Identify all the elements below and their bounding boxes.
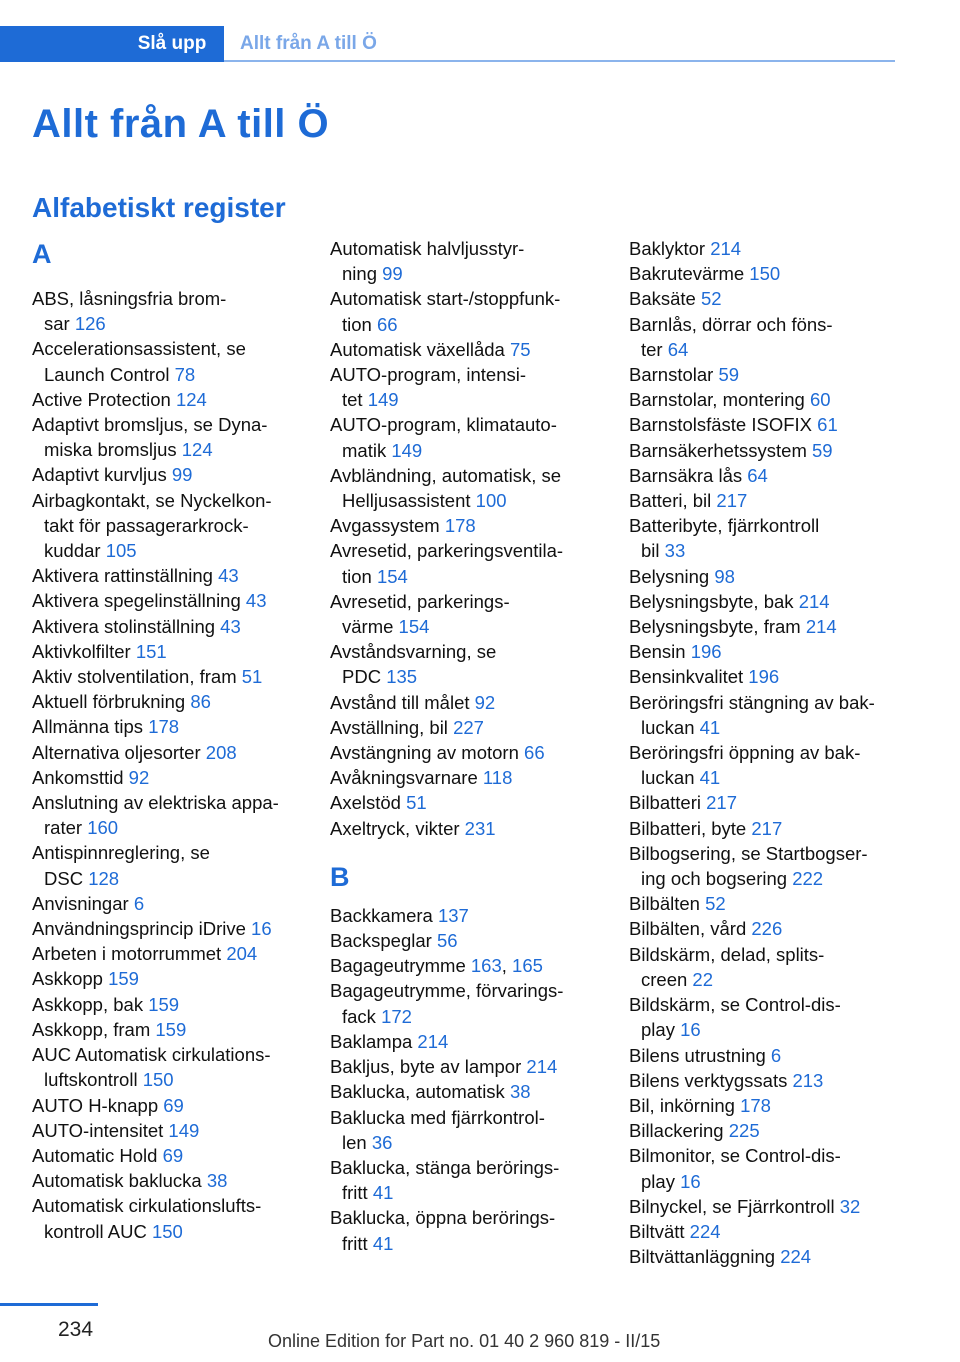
index-entry [330, 903, 600, 928]
page-reference-link[interactable]: 154 [376, 565, 408, 587]
index-entry-text: Belysning [629, 565, 710, 587]
index-entry [629, 362, 899, 387]
index-entry-text: Biltvätt [629, 1220, 685, 1242]
index-entry [629, 1194, 899, 1219]
page-reference-link[interactable]: 64 [667, 338, 689, 360]
index-entry [330, 1054, 600, 1079]
index-entry-text: Bakrutevärme [629, 263, 745, 285]
index-entry [629, 1068, 899, 1093]
index-entry [629, 488, 899, 513]
page-reference-link[interactable]: 105 [105, 540, 137, 562]
page-reference-link[interactable]: 149 [168, 1119, 200, 1141]
page-reference-link[interactable]: 64 [747, 464, 768, 486]
index-entry-text: Bakljus, byte av lampor [330, 1056, 522, 1078]
index-entry-text: Avställning, bil [330, 716, 448, 738]
page-reference-link[interactable]: 43 [220, 615, 241, 637]
index-entry [629, 639, 899, 664]
page-reference-link[interactable]: 159 [155, 1018, 187, 1040]
index-entry [629, 664, 899, 689]
index-entry [32, 840, 302, 890]
index-entry [32, 1143, 302, 1168]
page-reference-link[interactable]: 41 [372, 1182, 394, 1204]
page-reference-link[interactable]: 224 [780, 1246, 812, 1268]
index-entry [330, 362, 600, 412]
page-reference-link[interactable]: 92 [128, 766, 150, 788]
index-entry [32, 790, 302, 840]
page-reference-link[interactable]: 41 [699, 767, 721, 789]
page-reference-link[interactable]: 32 [839, 1195, 861, 1217]
index-entry-text: Bensin [629, 641, 686, 663]
index-entry [629, 236, 899, 261]
page-reference-link[interactable]: 99 [382, 263, 403, 285]
index-entry-text: AUTO-program, intensi‐ tet [330, 364, 527, 411]
page-reference-link[interactable]: 150 [142, 1069, 174, 1091]
page-reference-link[interactable]: 92 [474, 691, 496, 713]
index-entry [32, 387, 302, 412]
index-entry [629, 589, 899, 614]
index-entry-text: Avåkningsvarnare [330, 767, 478, 789]
index-entry-text: Bagageutrymme, förvarings‐ fack [330, 980, 564, 1027]
page-reference-link[interactable]: 222 [792, 868, 824, 890]
page-reference-link[interactable]: 178 [444, 515, 476, 537]
index-entry [32, 1193, 302, 1243]
index-entry [32, 765, 302, 790]
section-title: Alfabetiskt register [32, 192, 286, 223]
index-entry [629, 1219, 899, 1244]
index-entry [32, 1118, 302, 1143]
page-reference-link[interactable]: 86 [190, 691, 211, 713]
index-entry-text: Backkamera [330, 904, 433, 926]
index-entry [32, 336, 302, 386]
page-reference-link[interactable]: 149 [391, 439, 423, 461]
page-reference-link[interactable]: 98 [714, 565, 735, 587]
index-entry [330, 538, 600, 588]
index-entry [32, 588, 302, 613]
index-entry [629, 916, 899, 941]
index-entry-text: Avgassystem [330, 515, 440, 537]
page-reference-link[interactable]: 100 [475, 490, 507, 512]
index-entry [629, 412, 899, 437]
page-reference-link[interactable]: 227 [453, 716, 484, 738]
index-entry [32, 1017, 302, 1042]
page-reference-link[interactable]: 208 [205, 741, 237, 763]
index-entry [629, 1244, 899, 1269]
index-entry-text: Arbeten i motorrummet [32, 943, 222, 965]
index-entry-text: Beröringsfri öppning av bak‐ luckan [629, 742, 861, 789]
index-entry-text: Askkopp [32, 968, 103, 990]
tab-allt-fran-a-till-o[interactable]: Allt från A till Ö [240, 33, 377, 54]
page-reference-link[interactable]: 172 [381, 1005, 412, 1027]
index-entry [330, 337, 600, 362]
page-reference-link[interactable]: 154 [398, 616, 430, 638]
index-entry [32, 286, 302, 336]
index-entry-text: Automatisk växellåda [330, 338, 505, 360]
page-reference-link[interactable]: 99 [171, 464, 193, 486]
page-reference-link[interactable]: 52 [705, 893, 726, 915]
index-entry [629, 387, 899, 412]
page-reference-link[interactable]: 214 [526, 1056, 558, 1078]
index-entry [330, 765, 600, 790]
index-entry-text: Användningsprincip iDrive [32, 918, 246, 940]
index-entry-text: Baksäte [629, 288, 696, 310]
index-entry [629, 1043, 899, 1068]
page-reference-link[interactable]: 33 [664, 540, 686, 562]
page-reference-link[interactable]: 6 [770, 1044, 782, 1066]
index-entry-text: Active Protection [32, 388, 171, 410]
index-entry-text: Automatisk start-/stoppfunk‐ tion [330, 288, 561, 335]
page-reference-link[interactable]: 217 [706, 792, 737, 814]
index-entry-text: Aktivkolfilter [32, 640, 131, 662]
header-divider [224, 60, 895, 62]
page-reference-link[interactable]: 38 [206, 1170, 228, 1192]
index-entry [330, 790, 600, 815]
page-reference-link[interactable]: 196 [690, 641, 722, 663]
index-entry [32, 689, 302, 714]
page-reference-link[interactable]: 126 [74, 313, 106, 335]
index-entry [330, 1079, 600, 1104]
index-entry-text: Barnstolar, montering [629, 389, 805, 411]
index-entry-text: Bagageutrymme [330, 955, 466, 977]
index-entry-text: Axeltryck, vikter [330, 817, 460, 839]
page-reference-link[interactable]: 124 [181, 439, 213, 461]
index-entry [629, 261, 899, 286]
page-reference-link[interactable]: 38 [509, 1081, 531, 1103]
index-entry [32, 992, 302, 1017]
page-reference-link[interactable]: 41 [372, 1232, 394, 1254]
page-reference-link[interactable]: 135 [386, 666, 418, 688]
page-reference-link[interactable]: 61 [817, 414, 838, 436]
index-entry-text: AUTO-program, klimatauto‐ matik [330, 414, 557, 461]
index-entry [629, 1143, 899, 1193]
index-entry [330, 1029, 600, 1054]
index-entry [330, 639, 600, 689]
index-entry-text: Barnstolsfäste ISOFIX [629, 414, 813, 436]
index-entry-text: Axelstöd [330, 792, 401, 814]
index-entry [32, 891, 302, 916]
index-entry-text: Askkopp, bak [32, 993, 144, 1015]
index-entry [330, 715, 600, 740]
index-entry-text: Adaptivt kurvljus [32, 464, 167, 486]
index-entry-text: Batteri, bil [629, 490, 712, 512]
index-entry-text: Barnsäkra lås [629, 464, 743, 486]
index-entry [629, 1093, 899, 1118]
index-entry [629, 1118, 899, 1143]
index-entry [32, 664, 302, 689]
page-reference-link[interactable]: 128 [88, 867, 120, 889]
index-entry-text: Bildskärm, se Control-dis‐ play [629, 994, 841, 1041]
index-entry [330, 1155, 600, 1205]
index-letter-heading: B [330, 861, 350, 892]
index-entry-text: Bilbatteri [629, 792, 701, 814]
index-entry-text: Bilbogsering, se Startbogser‐ ing och bogsering [629, 842, 868, 890]
index-entry [32, 412, 302, 462]
index-entry-text: Aktivera rattinställning [32, 565, 213, 587]
page-reference-link[interactable]: 52 [701, 288, 722, 310]
tab-sla-upp[interactable]: Slå upp [137, 33, 207, 54]
index-entry [32, 740, 302, 765]
index-entry-text: Ankomsttid [32, 766, 124, 788]
index-entry-text: Avstängning av motorn [330, 742, 519, 764]
page-reference-link[interactable]: 231 [464, 817, 496, 839]
page-reference-link[interactable]: 118 [482, 767, 513, 789]
page-reference-link[interactable]: 159 [148, 993, 180, 1015]
index-entry [32, 714, 302, 739]
index-entry-text: Baklucka, stänga berörings‐ fritt [330, 1156, 560, 1204]
index-entry-text: Bilens verktygssats [629, 1069, 788, 1091]
index-entry-text: AUTO H-knapp [32, 1094, 159, 1116]
page-reference-link[interactable]: 66 [524, 742, 545, 764]
index-entry-text: Adaptivt bromsljus, se Dyna‐ miska bromsljus [32, 414, 268, 461]
index-entry [32, 488, 302, 564]
index-entry-text: Bilbälten [629, 893, 700, 915]
page-reference-link[interactable]: 217 [751, 817, 783, 839]
index-column-1 [32, 236, 302, 1244]
index-entry [330, 589, 600, 639]
index-column-3 [629, 236, 899, 1269]
page-reference-link[interactable]: 16 [680, 1019, 701, 1041]
page-reference-link[interactable]: 16 [680, 1170, 701, 1192]
page-reference-link[interactable]: 22 [692, 968, 713, 990]
index-entry [32, 563, 302, 588]
index-entry-text: Baklucka med fjärrkontrol‐ len [330, 1106, 545, 1153]
index-entry [330, 513, 600, 538]
index-entry-text: Anslutning av elektriska appa‐ rater [32, 792, 279, 839]
page-reference-link[interactable]: 43 [245, 590, 267, 612]
index-entry [32, 639, 302, 664]
index-entry [629, 740, 899, 790]
index-entry [330, 1105, 600, 1155]
index-entry-text: Beröringsfri stängning av bak‐ luckan [629, 691, 875, 738]
index-entry-text: Batteribyte, fjärrkontroll bil [629, 515, 820, 562]
index-entry-text: Bildskärm, delad, splits‐ creen [629, 943, 825, 990]
index-entry-text: Baklucka, automatisk [330, 1081, 505, 1103]
page-reference-link[interactable]: 78 [174, 363, 196, 385]
index-entry [330, 463, 600, 513]
index-entry-text: Baklyktor [629, 238, 706, 259]
index-entry-text: Avresetid, parkeringsventila‐ tion [330, 540, 564, 587]
index-entry [629, 816, 899, 841]
page-reference-link[interactable]: 43 [218, 565, 239, 587]
page-reference-link[interactable]: 225 [728, 1120, 760, 1142]
page-reference-link[interactable]: 75 [509, 338, 531, 360]
index-entry-text: Allmänna tips [32, 716, 144, 738]
page-reference-link[interactable]: 163 [470, 955, 502, 977]
page-title: Allt från A till Ö [32, 102, 330, 146]
index-entry-text: Barnstolar [629, 364, 714, 386]
index-entry [32, 462, 302, 487]
edition-note: Online Edition for Part no. 01 40 2 960 819 - II/15 [268, 1331, 661, 1351]
index-entry [330, 740, 600, 765]
index-entry [629, 438, 899, 463]
page-reference-link[interactable]: 214 [710, 238, 742, 259]
index-entry [629, 513, 899, 563]
index-column-2 [330, 236, 600, 1256]
index-entry-text: Barnlås, dörrar och föns‐ ter [629, 313, 833, 360]
index-entry-text: Bilbälten, vård [629, 918, 747, 940]
index-entry-text: Airbagkontakt, se Nyckelkon‐ takt för passagerarkrock‐ kuddar [32, 489, 272, 562]
page-reference-link[interactable]: 214 [417, 1030, 449, 1052]
index-entry [32, 941, 302, 966]
index-entry [629, 564, 899, 589]
index-entry-text: Bil, inkörning [629, 1094, 735, 1116]
index-entry [330, 1205, 600, 1255]
index-entry-text: Automatisk cirkulationslufts‐ kontroll AUC [32, 1195, 262, 1242]
index-entry [32, 1168, 302, 1193]
page-reference-link[interactable]: 56 [436, 930, 458, 952]
page-reference-link[interactable]: 36 [371, 1131, 393, 1153]
index-entry-text: Backspeglar [330, 930, 432, 952]
index-entry-text: Avståndsvarning, se PDC [330, 641, 497, 688]
page-reference-link[interactable]: 59 [812, 439, 833, 461]
index-entry-text: Bilnyckel, se Fjärrkontroll [629, 1195, 835, 1217]
index-entry-text: Antispinnreglering, se DSC [32, 842, 210, 889]
index-entry-text: Aktuell förbrukning [32, 691, 186, 713]
index-entry [629, 942, 899, 992]
page-reference-link[interactable]: 224 [689, 1220, 721, 1242]
index-entry [330, 412, 600, 462]
page-reference-link[interactable]: 217 [716, 490, 748, 512]
page-reference-link[interactable]: 51 [406, 792, 427, 814]
index-entry-text: Baklucka, öppna berörings‐ fritt [330, 1207, 556, 1254]
index-entry [330, 286, 600, 336]
index-entry-text: Anvisningar [32, 892, 129, 914]
index-entry-text: Avbländning, automatisk, se Helljusassistent [330, 464, 562, 512]
index-entry [32, 614, 302, 639]
page-reference-link[interactable]: 124 [175, 388, 207, 410]
page-reference-link[interactable]: 149 [367, 389, 399, 411]
page-reference-link[interactable]: 16 [251, 918, 272, 940]
page-reference-link[interactable]: 165 [512, 955, 543, 977]
index-entry-text: Bilbatteri, byte [629, 817, 747, 839]
index-entry-text: Askkopp, fram [32, 1018, 151, 1040]
page-reference-link[interactable]: 69 [162, 1144, 184, 1166]
page-reference-link[interactable]: 226 [751, 918, 783, 940]
index-entry [32, 1093, 302, 1118]
page-reference-link[interactable]: 69 [163, 1094, 184, 1116]
index-entry [629, 463, 899, 488]
index-entry [32, 916, 302, 941]
page-reference-link[interactable]: 159 [108, 968, 139, 990]
index-entry [330, 978, 600, 1028]
page-reference-link[interactable]: 150 [749, 263, 781, 285]
page-reference-link[interactable]: 59 [718, 364, 740, 386]
index-entry [330, 236, 600, 286]
index-entry-text: Aktiv stolventilation, fram [32, 666, 237, 688]
page-reference-link[interactable]: 214 [798, 590, 830, 612]
index-entry-text: Baklampa [330, 1030, 413, 1052]
index-entry-text: Automatic Hold [32, 1144, 158, 1166]
index-entry-text: Avstånd till målet [330, 691, 470, 713]
index-letter-heading: A [32, 239, 52, 269]
page-reference-link[interactable]: 178 [740, 1094, 771, 1116]
page-reference-link[interactable]: 41 [699, 716, 721, 738]
index-entry [629, 790, 899, 815]
index-entry-text: Aktivera stolinställning [32, 615, 216, 637]
index-entry-text: Automatisk halvljusstyr‐ ning [330, 238, 525, 285]
index-entry [32, 966, 302, 991]
page-number: 234 [58, 1318, 94, 1341]
index-entry [629, 690, 899, 740]
index-entry-text: Belysningsbyte, bak [629, 590, 794, 612]
index-entry-text: Bilmonitor, se Control-dis‐ play [629, 1145, 841, 1192]
index-entry-text: Belysningsbyte, fram [629, 616, 801, 638]
footer-rule [0, 1303, 98, 1306]
page-reference-link[interactable]: 60 [809, 389, 831, 411]
page-reference-link[interactable]: 150 [151, 1220, 183, 1242]
index-entry-text: Avresetid, parkerings‐ värme [330, 590, 510, 638]
index-entry [629, 992, 899, 1042]
index-entry-text: Barnsäkerhetssystem [629, 439, 807, 461]
index-entry-text: Billackering [629, 1120, 724, 1142]
index-entry [330, 816, 600, 841]
index-entry-text: Bensinkvalitet [629, 666, 744, 688]
header-bar [0, 26, 895, 62]
index-entry [629, 891, 899, 916]
index-entry [629, 286, 899, 311]
page-reference-link[interactable]: 196 [748, 666, 780, 688]
index-entry-text: Accelerationsassistent, se Launch Control [32, 338, 246, 385]
index-entry [330, 690, 600, 715]
index-entry: Bagageutrymme 163, 165 [330, 955, 543, 977]
page-reference-link[interactable]: 178 [148, 716, 180, 738]
page-reference-link[interactable]: 213 [792, 1069, 824, 1091]
index-entry-text: AUTO-intensitet [32, 1119, 164, 1141]
index-entry [330, 928, 600, 953]
page-reference-link[interactable]: 151 [135, 640, 167, 662]
index-entry-text: AUC Automatisk cirkulations‐ luftskontroll [32, 1044, 271, 1091]
page-reference-link[interactable]: 214 [805, 616, 837, 638]
index-entry [629, 841, 899, 891]
index-entry-text: Bilens utrustning [629, 1044, 766, 1066]
index-entry-text: Automatisk baklucka [32, 1170, 202, 1192]
index-entry-text: Alternativa oljesorter [32, 741, 201, 763]
index-entry [629, 312, 899, 362]
page-reference-link[interactable]: 160 [87, 817, 119, 839]
page-reference-link[interactable]: 137 [437, 904, 469, 926]
index-entry-text: ABS, låsningsfria brom‐ sar [32, 288, 227, 335]
index-entry-text: Biltvättanläggning [629, 1246, 776, 1268]
page-reference-link[interactable]: 204 [226, 943, 258, 965]
page-reference-link[interactable]: 51 [241, 666, 263, 688]
page-reference-link[interactable]: 6 [133, 892, 145, 914]
page-reference-link[interactable]: 66 [376, 313, 398, 335]
index-entry [629, 614, 899, 639]
index-entry-text: Aktivera spegelinställning [32, 590, 241, 612]
index-entry [32, 1042, 302, 1092]
